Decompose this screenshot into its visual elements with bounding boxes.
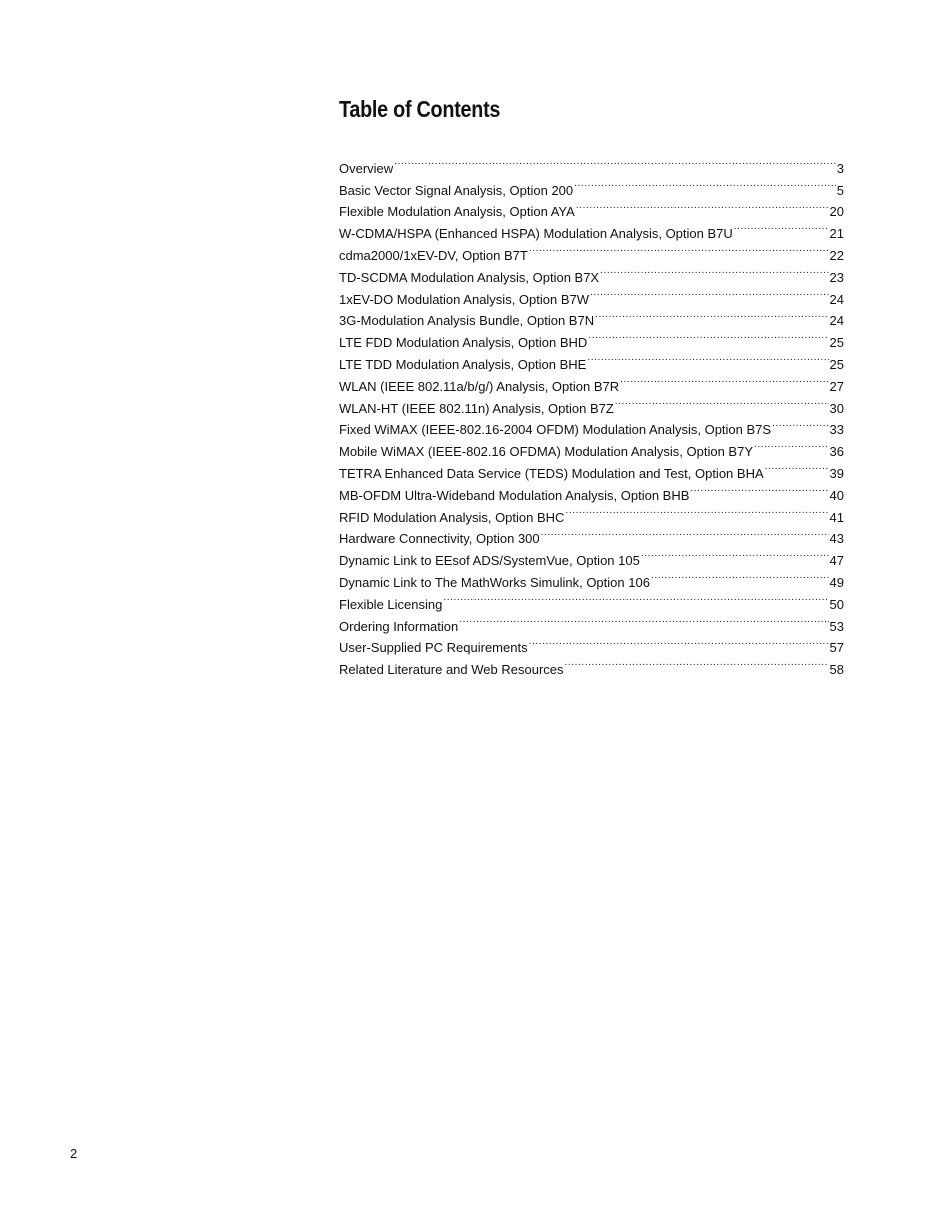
toc-entry-page: 39	[829, 465, 844, 481]
dot-leader	[651, 565, 829, 587]
toc-entry-page: 33	[829, 422, 844, 438]
toc-entry-page: 40	[829, 487, 844, 503]
toc-entry-title: User-Supplied PC Requirements	[339, 640, 528, 656]
toc-entry-title: Basic Vector Signal Analysis, Option 200	[339, 182, 574, 198]
dot-leader	[690, 478, 828, 500]
toc-entry-title: Fixed WiMAX (IEEE-802.16-2004 OFDM) Modulation Analysis, Option B7S	[339, 422, 772, 438]
dot-leader	[615, 391, 829, 413]
dot-leader	[565, 500, 828, 522]
dot-leader	[587, 347, 828, 369]
toc-entry-title: Mobile WiMAX (IEEE-802.16 OFDMA) Modulation Analysis, Option B7Y	[339, 444, 753, 460]
toc-entry-title: Ordering Information	[339, 618, 459, 634]
dot-leader	[443, 587, 828, 609]
toc-entry-page: 41	[829, 509, 844, 525]
dot-leader	[620, 369, 828, 391]
toc-entry-title: LTE TDD Modulation Analysis, Option BHE	[339, 356, 587, 372]
dot-leader	[565, 652, 829, 674]
toc-entry-title: 1xEV-DO Modulation Analysis, Option B7W	[339, 291, 590, 307]
toc-entry-page: 21	[829, 226, 844, 242]
page-title: Table of Contents	[339, 96, 501, 122]
toc-entry-page: 24	[829, 291, 844, 307]
dot-leader	[600, 260, 828, 282]
toc-entry-page: 24	[829, 313, 844, 329]
toc-entry-page: 58	[829, 662, 844, 678]
toc-entry-page: 25	[829, 335, 844, 351]
toc-entry-page: 43	[829, 531, 844, 547]
toc-entry[interactable]	[339, 173, 844, 198]
toc-entry-title: MB-OFDM Ultra-Wideband Modulation Analysis, Option BHB	[339, 487, 690, 503]
toc-entry-title: TETRA Enhanced Data Service (TEDS) Modulation and Test, Option BHA	[339, 465, 764, 481]
toc-entry-title: Overview	[339, 160, 394, 176]
toc-entry-page: 27	[829, 378, 844, 394]
toc-entry-page: 25	[829, 356, 844, 372]
toc-entry-title: LTE FDD Modulation Analysis, Option BHD	[339, 335, 588, 351]
dot-leader	[595, 304, 828, 326]
toc-entry-title: Related Literature and Web Resources	[339, 662, 564, 678]
toc-entry-page: 53	[829, 618, 844, 634]
toc-entry-title: cdma2000/1xEV-DV, Option B7T	[339, 247, 528, 263]
dot-leader	[734, 216, 829, 238]
toc-entry-title: Flexible Licensing	[339, 596, 443, 612]
toc-entry-title: Flexible Modulation Analysis, Option AYA	[339, 204, 575, 220]
toc-entry-page: 20	[829, 204, 844, 220]
dot-leader	[459, 609, 828, 631]
toc-entry-title: TD-SCDMA Modulation Analysis, Option B7X	[339, 269, 600, 285]
toc-entry[interactable]	[339, 151, 844, 176]
dot-leader	[574, 173, 836, 195]
toc-entry-title: Hardware Connectivity, Option 300	[339, 531, 540, 547]
dot-leader	[590, 282, 829, 304]
toc-entry-title: W-CDMA/HSPA (Enhanced HSPA) Modulation Analysis, Option B7U	[339, 226, 733, 242]
toc-entry-page: 57	[829, 640, 844, 656]
toc-list	[339, 151, 844, 678]
toc-entry-page: 49	[829, 574, 844, 590]
toc-entry-page: 50	[829, 596, 844, 612]
toc-entry-page: 22	[829, 247, 844, 263]
dot-leader	[394, 151, 836, 173]
toc-entry-page: 3	[836, 160, 844, 176]
dot-leader	[588, 325, 828, 347]
toc-entry-title: 3G-Modulation Analysis Bundle, Option B7N	[339, 313, 595, 329]
dot-leader	[529, 238, 829, 260]
toc-entry-page: 36	[829, 444, 844, 460]
dot-leader	[529, 631, 829, 653]
dot-leader	[772, 413, 828, 435]
toc-entry-page: 30	[829, 400, 844, 416]
dot-leader	[641, 543, 829, 565]
toc-entry-title: Dynamic Link to EEsof ADS/SystemVue, Option 105	[339, 553, 640, 569]
page-number: 2	[70, 1146, 78, 1161]
toc-entry-title: RFID Modulation Analysis, Option BHC	[339, 509, 565, 525]
toc-entry-title: WLAN (IEEE 802.11a/b/g/) Analysis, Option B7R	[339, 378, 620, 394]
dot-leader	[765, 456, 829, 478]
toc-entry-page: 47	[829, 553, 844, 569]
toc-entry-title: WLAN-HT (IEEE 802.11n) Analysis, Option B7Z	[339, 400, 614, 416]
toc-entry-page: 5	[836, 182, 844, 198]
toc-entry-title: Dynamic Link to The MathWorks Simulink, Option 106	[339, 574, 650, 590]
toc-entry-page: 23	[829, 269, 844, 285]
dot-leader	[541, 522, 829, 544]
dot-leader	[576, 195, 829, 217]
dot-leader	[754, 434, 829, 456]
